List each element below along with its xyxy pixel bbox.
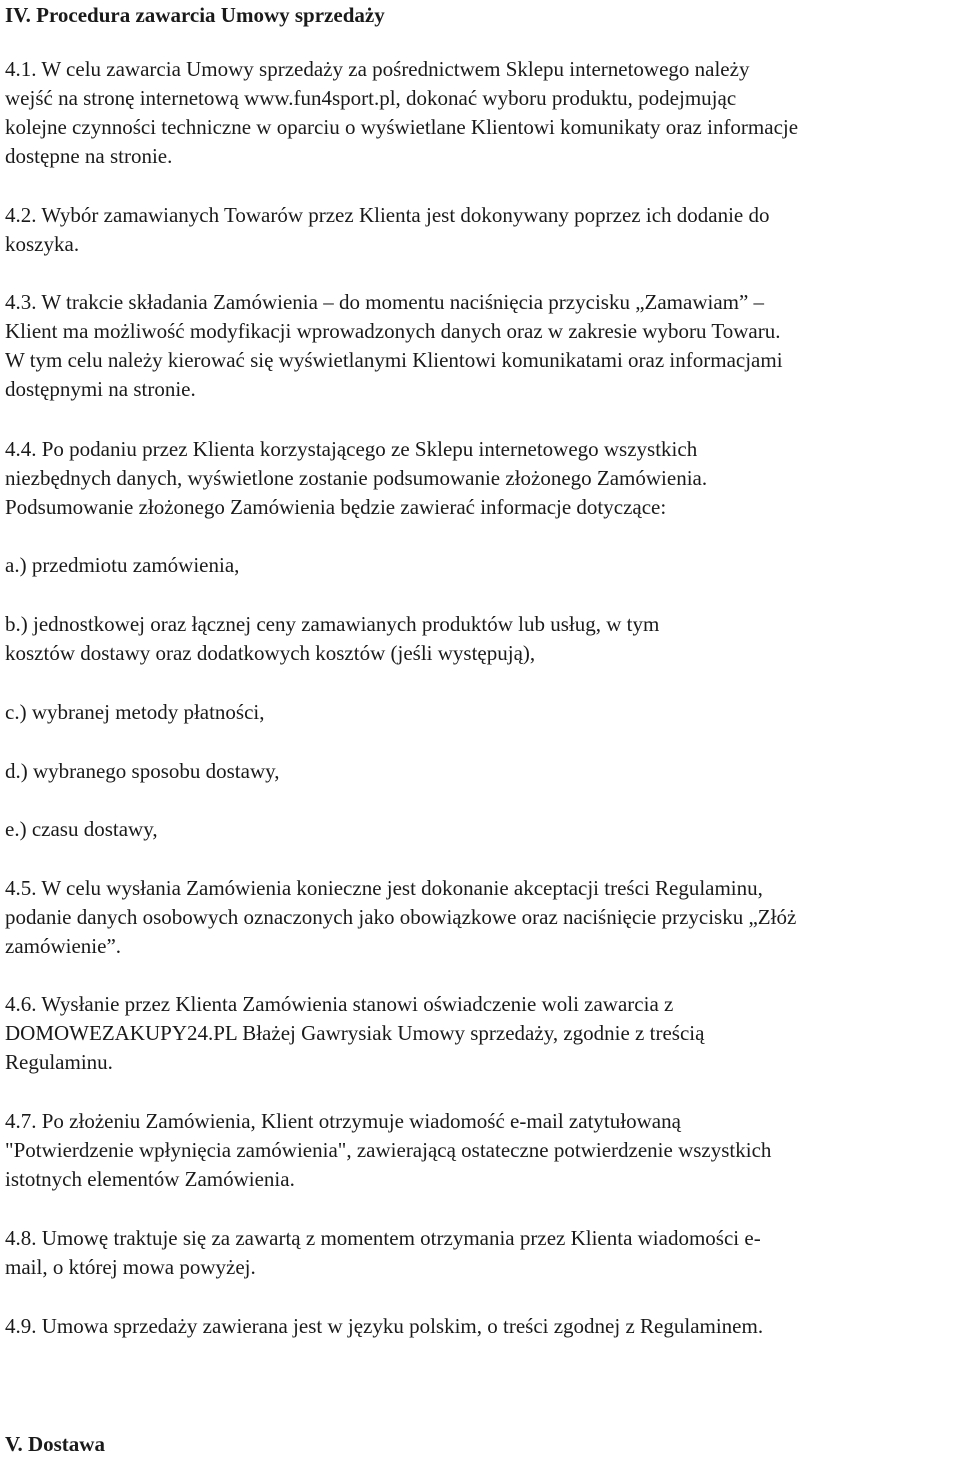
text-line: 4.4. Po podaniu przez Klienta korzystającego ze Sklepu internetowego wszystkich	[5, 437, 698, 461]
text-line: niezbędnych danych, wyświetlone zostanie podsumowanie złożonego Zamówienia.	[5, 466, 708, 490]
paragraph-4-1	[5, 55, 798, 171]
section-heading-v: V. Dostawa	[5, 1432, 105, 1456]
text-line: 4.8. Umowę traktuje się za zawartą z momentem otrzymania przez Klienta wiadomości e-	[5, 1226, 761, 1250]
text-line: wejść na stronę internetową www.fun4sport.pl, dokonać wyboru produktu, podejmując	[5, 86, 737, 110]
text-line: "Potwierdzenie wpłynięcia zamówienia", zawierającą ostateczne potwierdzenie wszystkich	[5, 1138, 772, 1162]
paragraph-4-7	[5, 1107, 771, 1194]
paragraph-4-2	[5, 201, 770, 259]
text-line: b.) jednostkowej oraz łącznej ceny zamawianych produktów lub usług, w tym	[5, 612, 660, 636]
text-line: zamówienie”.	[5, 934, 122, 958]
paragraph-4-9	[5, 1312, 763, 1341]
text-line: a.) przedmiotu zamówienia,	[5, 553, 240, 577]
text-line: DOMOWEZAKUPY24.PL Błażej Gawrysiak Umowy sprzedaży, zgodnie z treścią	[5, 1021, 705, 1045]
text-line: 4.9. Umowa sprzedaży zawierana jest w języku polskim, o treści zgodnej z Regulaminem.	[5, 1314, 764, 1338]
text-line: c.) wybranej metody płatności,	[5, 700, 265, 724]
list-item-d	[5, 757, 280, 786]
text-line: W tym celu należy kierować się wyświetlanymi Klientowi komunikatami oraz informacjami	[5, 348, 783, 372]
text-line: 4.3. W trakcie składania Zamówienia – do momentu naciśnięcia przycisku „Zamawiam” –	[5, 290, 765, 314]
paragraph-4-5	[5, 874, 796, 961]
text-line: Regulaminu.	[5, 1050, 113, 1074]
text-line: Klient ma możliwość modyfikacji wprowadzonych danych oraz w zakresie wyboru Towaru.	[5, 319, 781, 343]
text-line: podanie danych osobowych oznaczonych jako obowiązkowe oraz naciśnięcie przycisku „Złóż	[5, 905, 797, 929]
list-item-c	[5, 698, 265, 727]
text-line: d.) wybranego sposobu dostawy,	[5, 759, 280, 783]
text-line: dostępne na stronie.	[5, 144, 173, 168]
text-line: Podsumowanie złożonego Zamówienia będzie zawierać informacje dotyczące:	[5, 495, 667, 519]
text-line: kolejne czynności techniczne w oparciu o wyświetlane Klientowi komunikaty oraz informacje	[5, 115, 799, 139]
paragraph-4-6	[5, 990, 704, 1077]
text-line: istotnych elementów Zamówienia.	[5, 1167, 295, 1191]
text-line: 4.6. Wysłanie przez Klienta Zamówienia stanowi oświadczenie woli zawarcia z	[5, 992, 674, 1016]
paragraph-4-8	[5, 1224, 761, 1282]
list-item-b	[5, 610, 659, 668]
text-line: 4.2. Wybór zamawianych Towarów przez Klienta jest dokonywany poprzez ich dodanie do	[5, 203, 770, 227]
section-heading-iv: IV. Procedura zawarcia Umowy sprzedaży	[5, 3, 385, 27]
text-line: 4.5. W celu wysłania Zamówienia konieczne jest dokonanie akceptacji treści Regulaminu,	[5, 876, 763, 900]
text-line: mail, o której mowa powyżej.	[5, 1255, 256, 1279]
text-line: dostępnymi na stronie.	[5, 377, 196, 401]
text-line: kosztów dostawy oraz dodatkowych kosztów (jeśli występują),	[5, 641, 536, 665]
text-line: koszyka.	[5, 232, 80, 256]
paragraph-4-4	[5, 435, 707, 522]
list-item-a	[5, 551, 239, 580]
text-line: 4.7. Po złożeniu Zamówienia, Klient otrzymuje wiadomość e-mail zatytułowaną	[5, 1109, 681, 1133]
text-line: 4.1. W celu zawarcia Umowy sprzedaży za pośrednictwem Sklepu internetowego należy	[5, 57, 750, 81]
text-line: e.) czasu dostawy,	[5, 817, 158, 841]
list-item-e	[5, 815, 158, 844]
paragraph-4-3	[5, 288, 783, 404]
